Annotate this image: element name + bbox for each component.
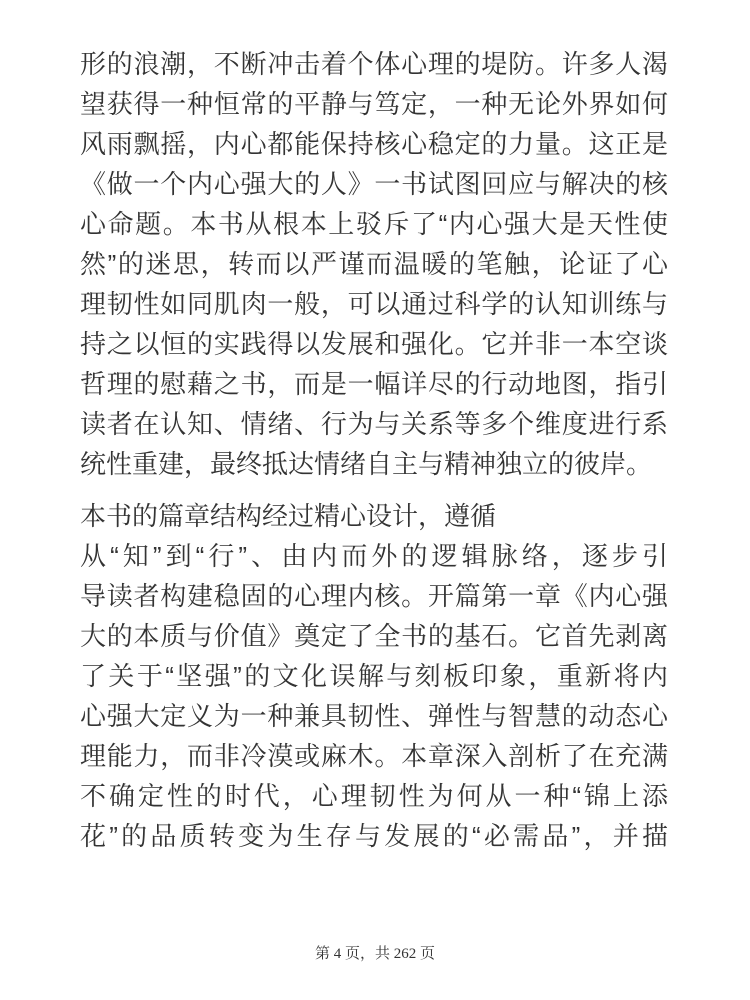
text-line: 然”的迷思，转而以严谨而温暖的笔触，论证了心 (80, 249, 668, 279)
page-footer (0, 943, 750, 965)
text-line: 风雨飘摇，内心都能保持核心稳定的力量。这正是 (80, 129, 668, 159)
text-line: 形的浪潮，不断冲击着个体心理的堤防。许多人渴 (80, 49, 668, 79)
text-line: 统性重建，最终抵达情绪自主与精神独立的彼岸。 (80, 449, 653, 479)
text-line: 理能力，而非冷漠或麻木。本章深入剖析了在充满 (80, 741, 668, 771)
text-line: 心命题。本书从根本上驳斥了“内心强大是天性使 (80, 209, 668, 239)
text-line: 望获得一种恒常的平静与笃定，一种无论外界如何 (80, 89, 668, 119)
paragraph-2 (80, 496, 668, 856)
document-body (80, 44, 668, 856)
text-line: 导读者构建稳固的心理内核。开篇第一章《内心强 (80, 581, 668, 611)
text-line: 理韧性如同肌肉一般，可以通过科学的认知训练与 (80, 289, 668, 319)
text-line: 从“知”到“行”、由内而外的逻辑脉络，逐步引 (80, 541, 668, 571)
text-line: 读者在认知、情绪、行为与关系等多个维度进行系 (80, 409, 668, 439)
text-line: 哲理的慰藉之书，而是一幅详尽的行动地图，指引 (80, 369, 668, 399)
text-line: 《做一个内心强大的人》一书试图回应与解决的核 (80, 169, 668, 199)
text-line: 不确定性的时代，心理韧性为何从一种“锦上添 (80, 781, 668, 811)
text-line: 持之以恒的实践得以发展和强化。它并非一本空谈 (80, 329, 668, 359)
text-line: 本书的篇章结构经过精心设计，遵循 (80, 501, 497, 531)
text-line: 花”的品质转变为生存与发展的“必需品”，并描 (80, 821, 668, 851)
text-line: 心强大定义为一种兼具韧性、弹性与智慧的动态心 (80, 701, 668, 731)
page-number-label: 第 4 页，共 262 页 (314, 946, 435, 962)
paragraph-1 (80, 44, 668, 484)
text-line: 了关于“坚强”的文化误解与刻板印象，重新将内 (80, 661, 668, 691)
text-line: 大的本质与价值》奠定了全书的基石。它首先剥离 (80, 621, 668, 651)
